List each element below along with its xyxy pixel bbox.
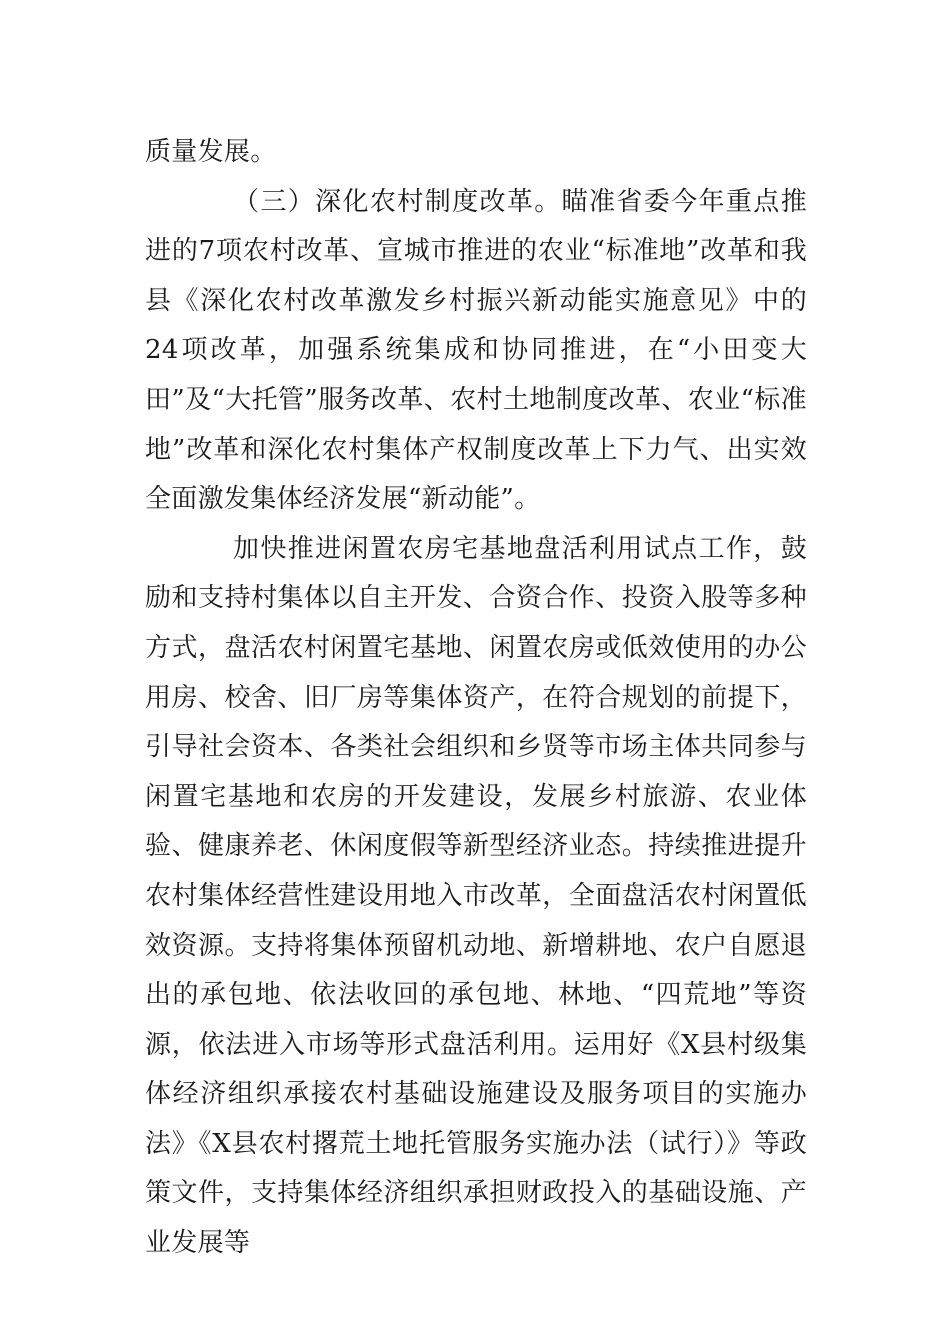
- paragraph-continuation: 质量发展。: [145, 137, 277, 167]
- document-body: [145, 128, 807, 1269]
- paragraph-idle-housing: 加快推进闲置农房宅基地盘活利用试点工作，鼓励和支持村集体以自主开发、合资合作、投资入股等多种方式，盘活农村闲置宅基地、闲置农房或低效使用的办公用房、校舍、旧厂房等集体资产，在符合规划的前提下，引导社会资本、各类社会组织和乡贤等市场主体共同参与闲置宅基地和农房的开发建设，发展乡村旅游、农业体验、健康养老、休闲度假等新型经济业态。持续推进提升农村集体经营性建设用地入市改革，全面盘活农村闲置低效资源。支持将集体预留机动地、新增耕地、农户自愿退出的承包地、依法收回的承包地、林地、“四荒地”等资源，依法进入市场等形式盘活利用。运用好《X县村级集体经济组织承接农村基础设施建设及服务项目的实施办法》《X县农村撂荒土地托管服务实施办法（试行）》等政策文件，支持集体经济组织承担财政投入的基础设施、产业发展等: [145, 533, 807, 1259]
- paragraph-rural-reform: （三）深化农村制度改革。瞄准省委今年重点推进的7项农村改革、宣城市推进的农业“标准地”改革和我县《深化农村改革激发乡村振兴新动能实施意见》中的24项改革，加强系统集成和协同推进，在“小田变大田”及“大托管”服务改革、农村土地制度改革、农业“标准地”改革和深化农村集体产权制度改革上下力气、出实效全面激发集体经济发展“新动能”。: [145, 186, 807, 515]
